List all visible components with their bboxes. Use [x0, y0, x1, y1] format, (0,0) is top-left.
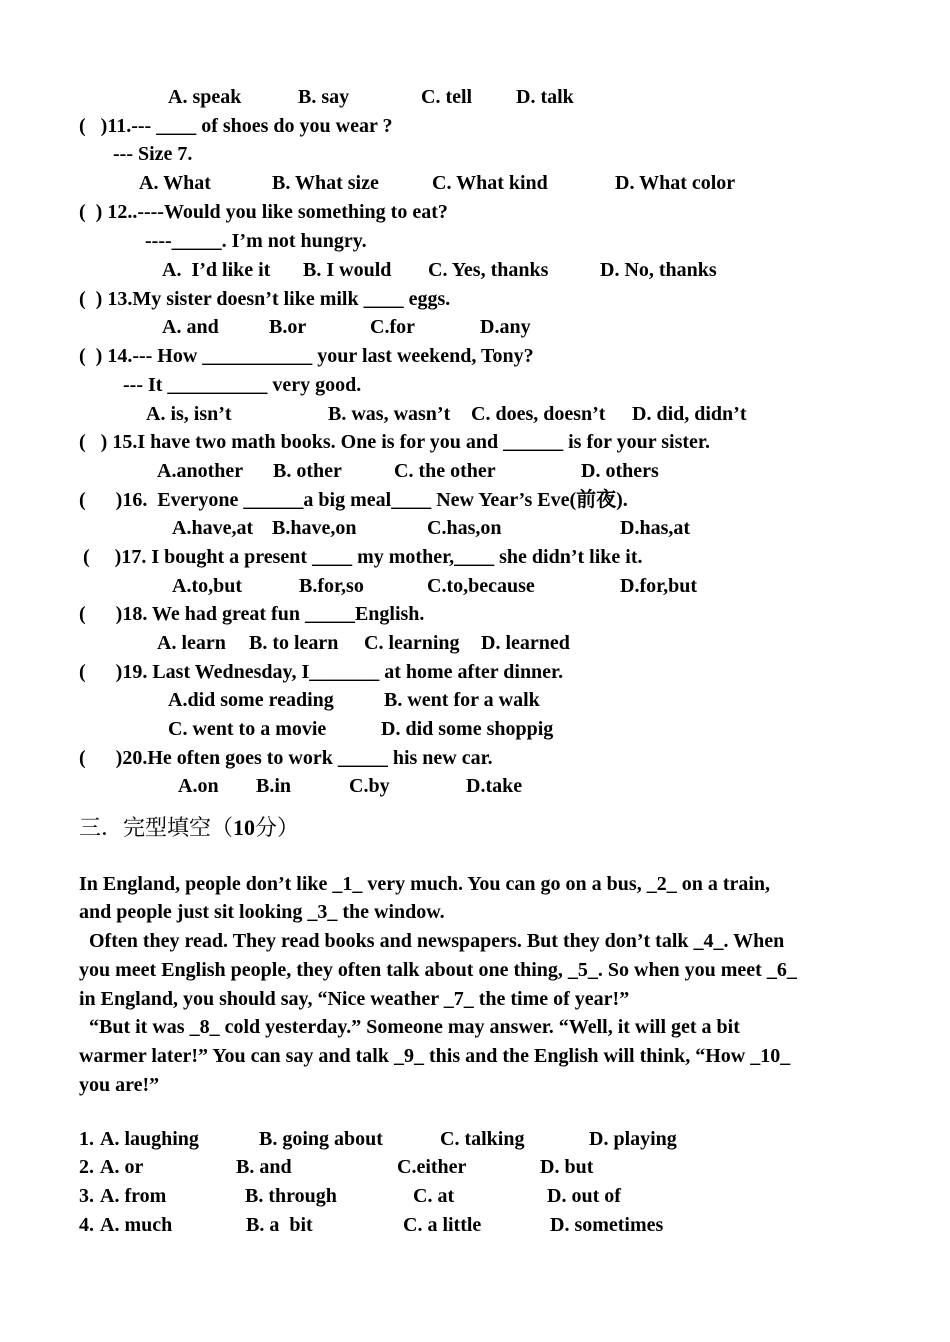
q19-option-c: C. went to a movie — [168, 718, 327, 740]
q12-option-d: D. No, thanks — [600, 259, 717, 281]
q11-option-b: B. What size — [272, 172, 379, 194]
cloze-1-num: 1. — [79, 1128, 94, 1150]
q16-stem: ( )16. Everyone ______a big meal____ New Year’s Eve(前夜). — [79, 489, 628, 511]
passage-line-2: and people just sit looking _3_ the window. — [79, 901, 445, 923]
q14-option-d: D. did, didn’t — [632, 403, 747, 425]
q16-option-b: B.have,on — [272, 517, 357, 539]
cloze-2-option-d: D. but — [540, 1156, 594, 1178]
q12-reply: ----_____. I’m not hungry. — [145, 230, 367, 252]
q12-option-c: C. Yes, thanks — [428, 259, 549, 281]
q12-option-a: A. I’d like it — [162, 259, 271, 281]
section-heading-title: 三．完型填空（ — [79, 815, 234, 840]
cloze-3-option-d: D. out of — [547, 1185, 621, 1207]
q10-option-b: B. say — [298, 86, 350, 108]
q15-option-b: B. other — [273, 460, 342, 482]
cloze-1-option-a: A. laughing — [100, 1128, 199, 1150]
cloze-2-num: 2. — [79, 1156, 94, 1178]
q17-stem: ( )17. I bought a present ____ my mother,____ she didn’t like it. — [83, 546, 643, 568]
q18-option-a: A. learn — [157, 632, 226, 654]
q17-option-b: B.for,so — [299, 575, 364, 597]
q14-option-b: B. was, wasn’t — [328, 403, 451, 425]
q15-stem: ( ) 15.I have two math books. One is for you and ______ is for your sister. — [79, 431, 710, 453]
q15-option-d: D. others — [581, 460, 659, 482]
q15-option-c: C. the other — [394, 460, 496, 482]
q14-option-a: A. is, isn’t — [146, 403, 232, 425]
q11-stem: ( )11.--- ____ of shoes do you wear ? — [79, 115, 393, 137]
q13-stem: ( ) 13.My sister doesn’t like milk ____ eggs. — [79, 288, 451, 310]
cloze-3-option-b: B. through — [245, 1185, 337, 1207]
q13-option-d: D.any — [480, 316, 531, 338]
q18-option-d: D. learned — [481, 632, 570, 654]
q20-option-d: D.take — [466, 775, 523, 797]
q10-option-a: A. speak — [168, 86, 242, 108]
q18-option-c: C. learning — [364, 632, 460, 654]
q19-option-a: A.did some reading — [168, 689, 334, 711]
q16-option-c: C.has,on — [427, 517, 502, 539]
q12-option-b: B. I would — [303, 259, 392, 281]
q17-option-c: C.to,because — [427, 575, 535, 597]
q14-stem: ( ) 14.--- How ___________ your last weekend, Tony? — [79, 345, 534, 367]
q20-option-b: B.in — [256, 775, 292, 797]
cloze-1-option-c: C. talking — [440, 1128, 525, 1150]
q19-stem: ( )19. Last Wednesday, I_______ at home after dinner. — [79, 661, 564, 683]
q17-option-d: D.for,but — [620, 575, 698, 597]
q14-reply: --- It __________ very good. — [123, 374, 362, 396]
q15-option-a: A.another — [157, 460, 244, 482]
cloze-3-num: 3. — [79, 1185, 94, 1207]
q19-option-d: D. did some shoppig — [381, 718, 554, 740]
q10-option-c: C. tell — [421, 86, 473, 108]
passage-line-6: “But it was _8_ cold yesterday.” Someone may answer. “Well, it will get a bit — [79, 1016, 740, 1038]
q13-option-c: C.for — [370, 316, 415, 338]
q17-option-a: A.to,but — [172, 575, 243, 597]
q12-stem: ( ) 12..----Would you like something to eat? — [79, 201, 448, 223]
passage-line-4: you meet English people, they often talk about one thing, _5_. So when you meet _6_ — [79, 959, 797, 981]
q16-option-d: D.has,at — [620, 517, 691, 539]
cloze-3-option-c: C. at — [413, 1185, 455, 1207]
cloze-4-option-d: D. sometimes — [550, 1214, 664, 1236]
q11-option-d: D. What color — [615, 172, 736, 194]
q19-option-b: B. went for a walk — [384, 689, 540, 711]
q10-option-d: D. talk — [516, 86, 574, 108]
q14-option-c: C. does, doesn’t — [471, 403, 606, 425]
passage-line-7: warmer later!” You can say and talk _9_ this and the English will think, “How _10_ — [79, 1045, 791, 1067]
q20-stem: ( )20.He often goes to work _____ his new car. — [79, 747, 493, 769]
cloze-2-option-c: C.either — [397, 1156, 467, 1178]
q20-option-c: C.by — [349, 775, 390, 797]
q13-option-b: B.or — [269, 316, 307, 338]
section-heading — [79, 814, 299, 842]
q18-option-b: B. to learn — [249, 632, 339, 654]
passage-line-8: you are!” — [79, 1074, 160, 1096]
section-heading-score: 10 — [233, 815, 256, 840]
cloze-2-option-b: B. and — [236, 1156, 292, 1178]
cloze-1-option-d: D. playing — [589, 1128, 677, 1150]
cloze-1-option-b: B. going about — [259, 1128, 383, 1150]
q11-reply: --- Size 7. — [113, 143, 193, 165]
cloze-4-num: 4. — [79, 1214, 94, 1236]
q16-option-a: A.have,at — [172, 517, 254, 539]
q20-option-a: A.on — [178, 775, 219, 797]
q11-option-c: C. What kind — [432, 172, 548, 194]
cloze-4-option-c: C. a little — [403, 1214, 482, 1236]
cloze-2-option-a: A. or — [100, 1156, 144, 1178]
cloze-4-option-a: A. much — [100, 1214, 173, 1236]
passage-line-5: in England, you should say, “Nice weather _7_ the time of year!” — [79, 988, 630, 1010]
cloze-4-option-b: B. a bit — [246, 1214, 313, 1236]
section-heading-title-end: 分） — [255, 815, 300, 840]
q11-option-a: A. What — [139, 172, 211, 194]
q18-stem: ( )18. We had great fun _____English. — [79, 603, 425, 625]
cloze-3-option-a: A. from — [100, 1185, 167, 1207]
q13-option-a: A. and — [162, 316, 219, 338]
passage-line-3: Often they read. They read books and newspapers. But they don’t talk _4_. When — [79, 930, 785, 952]
passage-line-1: In England, people don’t like _1_ very much. You can go on a bus, _2_ on a train, — [79, 873, 771, 895]
